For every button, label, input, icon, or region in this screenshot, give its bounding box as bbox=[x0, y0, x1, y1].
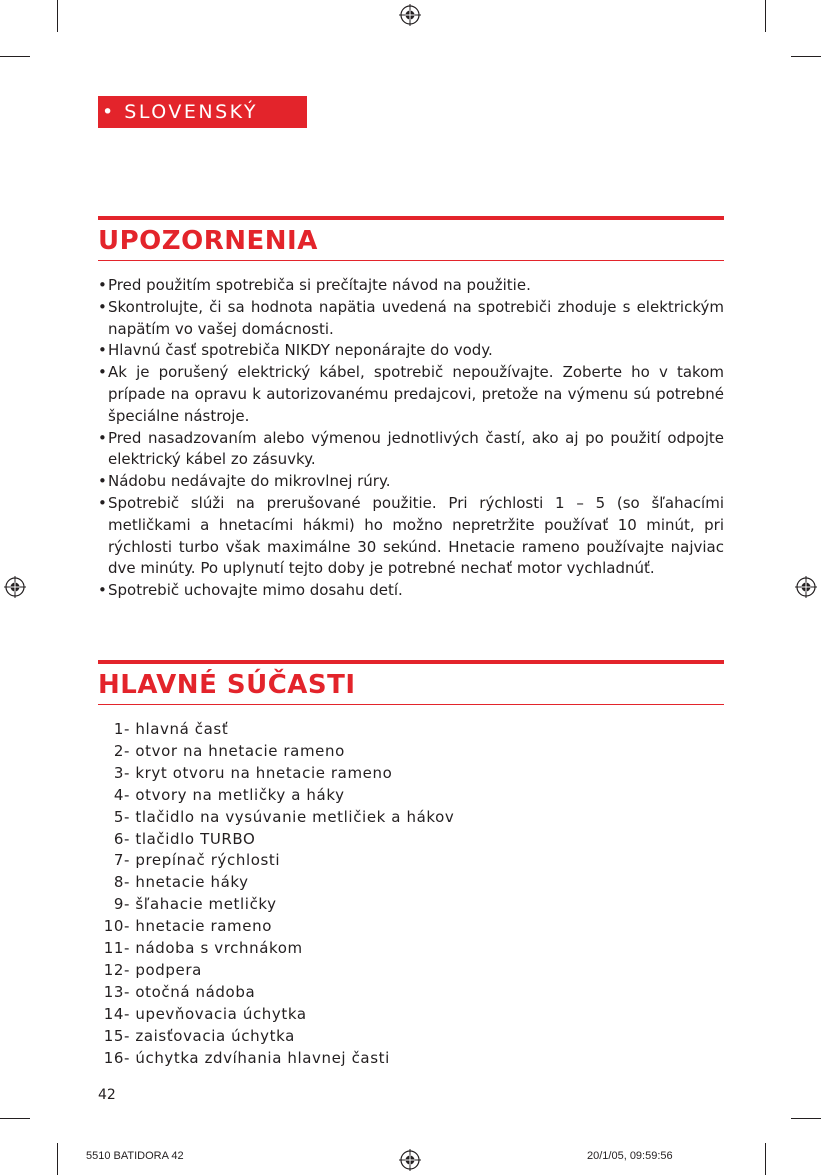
list-item: 11- nádoba s vrchnákom bbox=[103, 939, 303, 958]
parts-list bbox=[98, 719, 724, 1070]
crop-mark bbox=[57, 0, 58, 32]
crop-mark bbox=[0, 56, 30, 57]
list-item: 6- tlačidlo TURBO bbox=[113, 829, 256, 848]
registration-mark-icon bbox=[4, 576, 26, 598]
list-item: 16- úchytka zdvíhania hlavnej časti bbox=[103, 1048, 390, 1067]
list-item: 12- podpera bbox=[103, 960, 202, 979]
list-item: 4- otvory na metličky a háky bbox=[113, 785, 345, 804]
warnings-heading: UPOZORNENIA bbox=[98, 226, 318, 256]
list-item: • Hlavnú časť spotrebiča NIKDY neponárajte do vody. bbox=[98, 341, 493, 360]
list-item: 3- kryt otvoru na hnetacie rameno bbox=[113, 763, 393, 782]
registration-mark-icon bbox=[795, 576, 817, 598]
section-underline bbox=[98, 260, 724, 261]
list-item: • Pred použitím spotrebiča si prečítajte návod na použitie. bbox=[98, 276, 531, 294]
list-item: 2- otvor na hnetacie rameno bbox=[113, 741, 345, 760]
list-item: • Ak je porušený elektrický kábel, spotrebič nepoužívajte. Zoberte ho v takom prípade na opravu k autorizovanému predajcovi, pretože na výmenu sú potrebné špeciálne nástroje. bbox=[98, 363, 724, 425]
crop-mark bbox=[791, 56, 821, 57]
parts-section bbox=[98, 660, 724, 1070]
crop-mark bbox=[57, 1143, 58, 1175]
list-item: 8- hnetacie háky bbox=[113, 873, 249, 892]
list-item: 14- upevňovacia úchytka bbox=[103, 1004, 307, 1023]
list-item: 13- otočná nádoba bbox=[103, 982, 256, 1001]
list-item: 7- prepínač rýchlosti bbox=[113, 851, 281, 870]
list-item: • Spotrebič uchovajte mimo dosahu detí. bbox=[98, 581, 403, 600]
list-item: • Pred nasadzovaním alebo výmenou jednotlivých častí, ako aj po použití odpojte elektrický kábel zo zásuvky. bbox=[98, 428, 724, 469]
warnings-section bbox=[98, 216, 724, 602]
language-tab-bullet: • bbox=[102, 101, 116, 123]
list-item: • Skontrolujte, či sa hodnota napätia uvedená na spotrebiči zhoduje s elektrickým napätím vo vašej domácnosti. bbox=[98, 297, 724, 338]
warnings-list bbox=[98, 275, 724, 602]
page-number: 42 bbox=[98, 1087, 116, 1103]
language-tab bbox=[98, 96, 307, 128]
list-item: 10- hnetacie rameno bbox=[103, 917, 272, 936]
list-item: 9- šľahacie metličky bbox=[113, 895, 277, 914]
section-underline bbox=[98, 704, 724, 705]
list-item: 5- tlačidlo na vysúvanie metličiek a hákov bbox=[113, 807, 455, 826]
print-slug-right: 20/1/05, 09:59:56 bbox=[587, 1150, 673, 1162]
registration-mark-icon bbox=[399, 1149, 421, 1171]
list-item: • Nádobu nedávajte do mikrovlnej rúry. bbox=[98, 472, 391, 491]
language-tab-label: SLOVENSKÝ bbox=[124, 101, 259, 123]
list-item: • Spotrebič slúži na prerušované použitie. Pri rýchlosti 1 – 5 (so šľahacími metličkami a hnetacími hákmi) ho možno nepretržite používať 10 minút, pri rýchlosti turbo však maximálne 30 sekúnd. Hnetacie rameno používajte najviac dve minúty. Po uplynutí tejto doby je potrebné nechať motor vychladnúť. bbox=[98, 493, 724, 578]
crop-mark bbox=[765, 1143, 766, 1175]
list-item: 1- hlavná časť bbox=[113, 720, 229, 738]
crop-mark bbox=[791, 1118, 821, 1119]
crop-mark bbox=[765, 0, 766, 32]
registration-mark-icon bbox=[399, 4, 421, 26]
print-slug-left: 5510 BATIDORA 42 bbox=[86, 1150, 184, 1162]
section-rule bbox=[98, 216, 724, 220]
list-item: 15- zaisťovacia úchytka bbox=[103, 1026, 295, 1045]
section-rule bbox=[98, 660, 724, 664]
crop-mark bbox=[0, 1118, 30, 1119]
parts-heading: HLAVNÉ SÚČASTI bbox=[98, 670, 356, 700]
